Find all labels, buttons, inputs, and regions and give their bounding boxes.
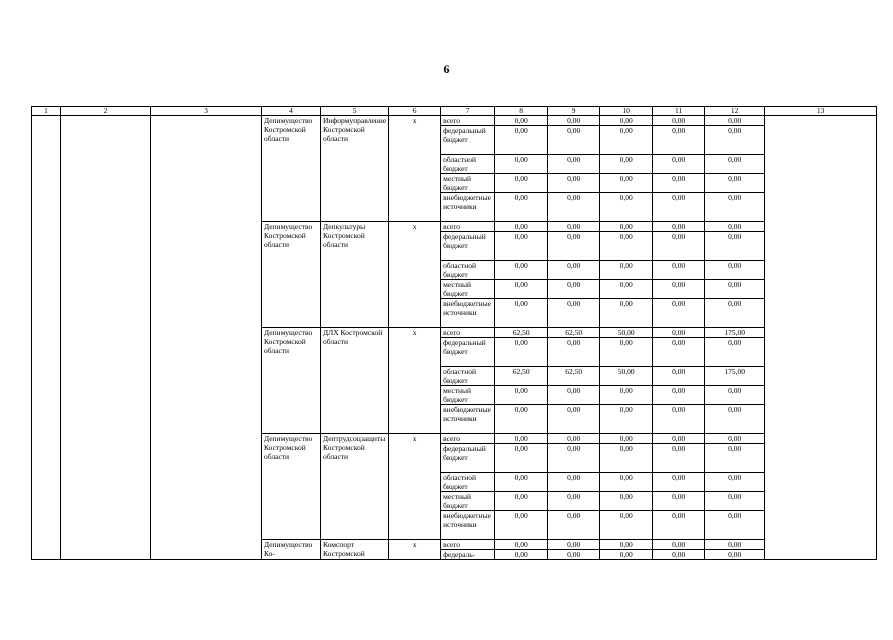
value-cell-9: 0,00	[548, 174, 600, 193]
value-cell-10: 0,00	[600, 511, 653, 540]
value-cell-12: 0,00	[705, 222, 765, 232]
value-cell-8: 0,00	[495, 492, 548, 511]
header-col-13: 13	[765, 107, 877, 116]
value-cell-10: 0,00	[600, 222, 653, 232]
value-cell-8: 0,00	[495, 193, 548, 222]
header-col-7: 7	[441, 107, 495, 116]
page-number: 6	[443, 62, 450, 76]
col6-cell: х	[389, 540, 441, 560]
funding-source-cell: внебюджетные источники	[441, 511, 495, 540]
value-cell-8: 0,00	[495, 386, 548, 405]
value-cell-8: 62,50	[495, 367, 548, 386]
value-cell-10: 50,00	[600, 367, 653, 386]
value-cell-10: 0,00	[600, 444, 653, 473]
value-cell-12: 0,00	[705, 550, 765, 560]
value-cell-10: 0,00	[600, 232, 653, 261]
value-cell-12: 0,00	[705, 116, 765, 126]
value-cell-12: 0,00	[705, 434, 765, 444]
value-cell-12: 0,00	[705, 299, 765, 328]
value-cell-12: 0,00	[705, 492, 765, 511]
value-cell-8: 0,00	[495, 232, 548, 261]
value-cell-8: 0,00	[495, 299, 548, 328]
value-cell-12: 0,00	[705, 261, 765, 280]
value-cell-10: 0,00	[600, 540, 653, 550]
header-col-2: 2	[61, 107, 151, 116]
value-cell-9: 0,00	[548, 550, 600, 560]
value-cell-10: 0,00	[600, 193, 653, 222]
value-cell-11: 0,00	[653, 222, 705, 232]
value-cell-12: 0,00	[705, 174, 765, 193]
value-cell-9: 0,00	[548, 386, 600, 405]
value-cell-8: 62,50	[495, 328, 548, 338]
header-col-12: 12	[705, 107, 765, 116]
value-cell-11: 0,00	[653, 299, 705, 328]
funding-source-cell: местный бюджет	[441, 492, 495, 511]
value-cell-10: 0,00	[600, 280, 653, 299]
value-cell-9: 0,00	[548, 126, 600, 155]
header-col-5: 5	[321, 107, 389, 116]
value-cell-12: 0,00	[705, 338, 765, 367]
value-cell-10: 50,00	[600, 328, 653, 338]
funding-source-cell: федеральный бюджет	[441, 338, 495, 367]
value-cell-11: 0,00	[653, 550, 705, 560]
value-cell-10: 0,00	[600, 405, 653, 434]
header-col-11: 11	[653, 107, 705, 116]
value-cell-10: 0,00	[600, 299, 653, 328]
funding-source-cell: областной бюджет	[441, 473, 495, 492]
coexecutor-cell: Информуправление Костромской области	[321, 116, 389, 222]
value-cell-8: 0,00	[495, 473, 548, 492]
funding-source-cell: всего	[441, 116, 495, 126]
value-cell-11: 0,00	[653, 511, 705, 540]
funding-source-cell: всего	[441, 540, 495, 550]
header-col-4: 4	[262, 107, 321, 116]
funding-source-cell: федеральный бюджет	[441, 126, 495, 155]
value-cell-11: 0,00	[653, 155, 705, 174]
value-cell-9: 0,00	[548, 405, 600, 434]
coexecutor-cell: Комспорт Костромской	[321, 540, 389, 560]
executor-cell: Депимущество Костромской области	[262, 116, 321, 222]
value-cell-11: 0,00	[653, 261, 705, 280]
empty-col-1	[32, 116, 61, 560]
value-cell-11: 0,00	[653, 232, 705, 261]
header-col-3: 3	[151, 107, 262, 116]
col6-cell: х	[389, 116, 441, 222]
value-cell-11: 0,00	[653, 328, 705, 338]
budget-table	[31, 106, 877, 560]
funding-source-cell: внебюджетные источники	[441, 405, 495, 434]
value-cell-11: 0,00	[653, 367, 705, 386]
header-col-6: 6	[389, 107, 441, 116]
value-cell-8: 0,00	[495, 540, 548, 550]
col6-cell: х	[389, 222, 441, 328]
value-cell-9: 62,50	[548, 367, 600, 386]
funding-source-cell: внебюджетные источники	[441, 193, 495, 222]
value-cell-12: 0,00	[705, 444, 765, 473]
value-cell-11: 0,00	[653, 193, 705, 222]
header-col-1: 1	[32, 107, 61, 116]
value-cell-8: 0,00	[495, 434, 548, 444]
value-cell-9: 0,00	[548, 116, 600, 126]
value-cell-10: 0,00	[600, 492, 653, 511]
value-cell-12: 0,00	[705, 511, 765, 540]
value-cell-12: 0,00	[705, 405, 765, 434]
funding-source-cell: областной бюджет	[441, 155, 495, 174]
value-cell-10: 0,00	[600, 116, 653, 126]
value-cell-8: 0,00	[495, 444, 548, 473]
funding-source-cell: внебюджетные источники	[441, 299, 495, 328]
header-col-10: 10	[600, 107, 653, 116]
funding-source-cell: всего	[441, 434, 495, 444]
value-cell-11: 0,00	[653, 338, 705, 367]
value-cell-9: 0,00	[548, 473, 600, 492]
value-cell-11: 0,00	[653, 386, 705, 405]
value-cell-11: 0,00	[653, 492, 705, 511]
value-cell-8: 0,00	[495, 222, 548, 232]
table-row	[32, 116, 877, 126]
value-cell-12: 0,00	[705, 232, 765, 261]
value-cell-9: 0,00	[548, 280, 600, 299]
value-cell-10: 0,00	[600, 386, 653, 405]
value-cell-9: 62,50	[548, 328, 600, 338]
value-cell-12: 0,00	[705, 126, 765, 155]
value-cell-12: 0,00	[705, 540, 765, 550]
value-cell-11: 0,00	[653, 174, 705, 193]
value-cell-9: 0,00	[548, 222, 600, 232]
value-cell-9: 0,00	[548, 232, 600, 261]
value-cell-8: 0,00	[495, 280, 548, 299]
value-cell-12: 0,00	[705, 155, 765, 174]
value-cell-9: 0,00	[548, 261, 600, 280]
value-cell-10: 0,00	[600, 338, 653, 367]
value-cell-8: 0,00	[495, 174, 548, 193]
coexecutor-cell: Депкультуры Костромской области	[321, 222, 389, 328]
executor-cell: Депимущество Костромской области	[262, 328, 321, 434]
value-cell-12: 0,00	[705, 473, 765, 492]
executor-cell: Депимущество Костромской области	[262, 222, 321, 328]
funding-source-cell: местный бюджет	[441, 280, 495, 299]
value-cell-10: 0,00	[600, 434, 653, 444]
value-cell-9: 0,00	[548, 193, 600, 222]
value-cell-11: 0,00	[653, 540, 705, 550]
value-cell-12: 0,00	[705, 193, 765, 222]
coexecutor-cell: Дептрудсоцзащиты Костромской области	[321, 434, 389, 540]
empty-col-3	[151, 116, 262, 560]
value-cell-9: 0,00	[548, 155, 600, 174]
value-cell-8: 0,00	[495, 261, 548, 280]
funding-source-cell: федеральный бюджет	[441, 444, 495, 473]
col6-cell: х	[389, 434, 441, 540]
value-cell-8: 0,00	[495, 405, 548, 434]
executor-cell: Депимущество Ко-	[262, 540, 321, 560]
value-cell-10: 0,00	[600, 473, 653, 492]
value-cell-9: 0,00	[548, 444, 600, 473]
value-cell-8: 0,00	[495, 116, 548, 126]
value-cell-11: 0,00	[653, 434, 705, 444]
value-cell-10: 0,00	[600, 261, 653, 280]
value-cell-11: 0,00	[653, 473, 705, 492]
empty-col-2	[61, 116, 151, 560]
value-cell-11: 0,00	[653, 444, 705, 473]
value-cell-11: 0,00	[653, 405, 705, 434]
header-col-8: 8	[495, 107, 548, 116]
value-cell-10: 0,00	[600, 550, 653, 560]
col6-cell: х	[389, 328, 441, 434]
funding-source-cell: федераль-	[441, 550, 495, 560]
coexecutor-cell: ДЛХ Костромской области	[321, 328, 389, 434]
empty-col-13	[765, 116, 877, 560]
funding-source-cell: местный бюджет	[441, 386, 495, 405]
value-cell-12: 175,00	[705, 367, 765, 386]
value-cell-8: 0,00	[495, 550, 548, 560]
value-cell-11: 0,00	[653, 116, 705, 126]
funding-source-cell: федеральный бюджет	[441, 232, 495, 261]
value-cell-12: 0,00	[705, 386, 765, 405]
value-cell-12: 175,00	[705, 328, 765, 338]
value-cell-9: 0,00	[548, 338, 600, 367]
value-cell-11: 0,00	[653, 280, 705, 299]
value-cell-8: 0,00	[495, 155, 548, 174]
funding-source-cell: всего	[441, 328, 495, 338]
value-cell-11: 0,00	[653, 126, 705, 155]
value-cell-9: 0,00	[548, 511, 600, 540]
header-row	[32, 107, 877, 116]
value-cell-10: 0,00	[600, 155, 653, 174]
value-cell-9: 0,00	[548, 299, 600, 328]
funding-source-cell: областной бюджет	[441, 367, 495, 386]
value-cell-8: 0,00	[495, 126, 548, 155]
funding-source-cell: всего	[441, 222, 495, 232]
value-cell-9: 0,00	[548, 492, 600, 511]
header-col-9: 9	[548, 107, 600, 116]
funding-source-cell: местный бюджет	[441, 174, 495, 193]
value-cell-8: 0,00	[495, 511, 548, 540]
value-cell-10: 0,00	[600, 174, 653, 193]
value-cell-10: 0,00	[600, 126, 653, 155]
value-cell-8: 0,00	[495, 338, 548, 367]
value-cell-12: 0,00	[705, 280, 765, 299]
value-cell-9: 0,00	[548, 540, 600, 550]
value-cell-9: 0,00	[548, 434, 600, 444]
executor-cell: Депимущество Костромской области	[262, 434, 321, 540]
funding-source-cell: областной бюджет	[441, 261, 495, 280]
